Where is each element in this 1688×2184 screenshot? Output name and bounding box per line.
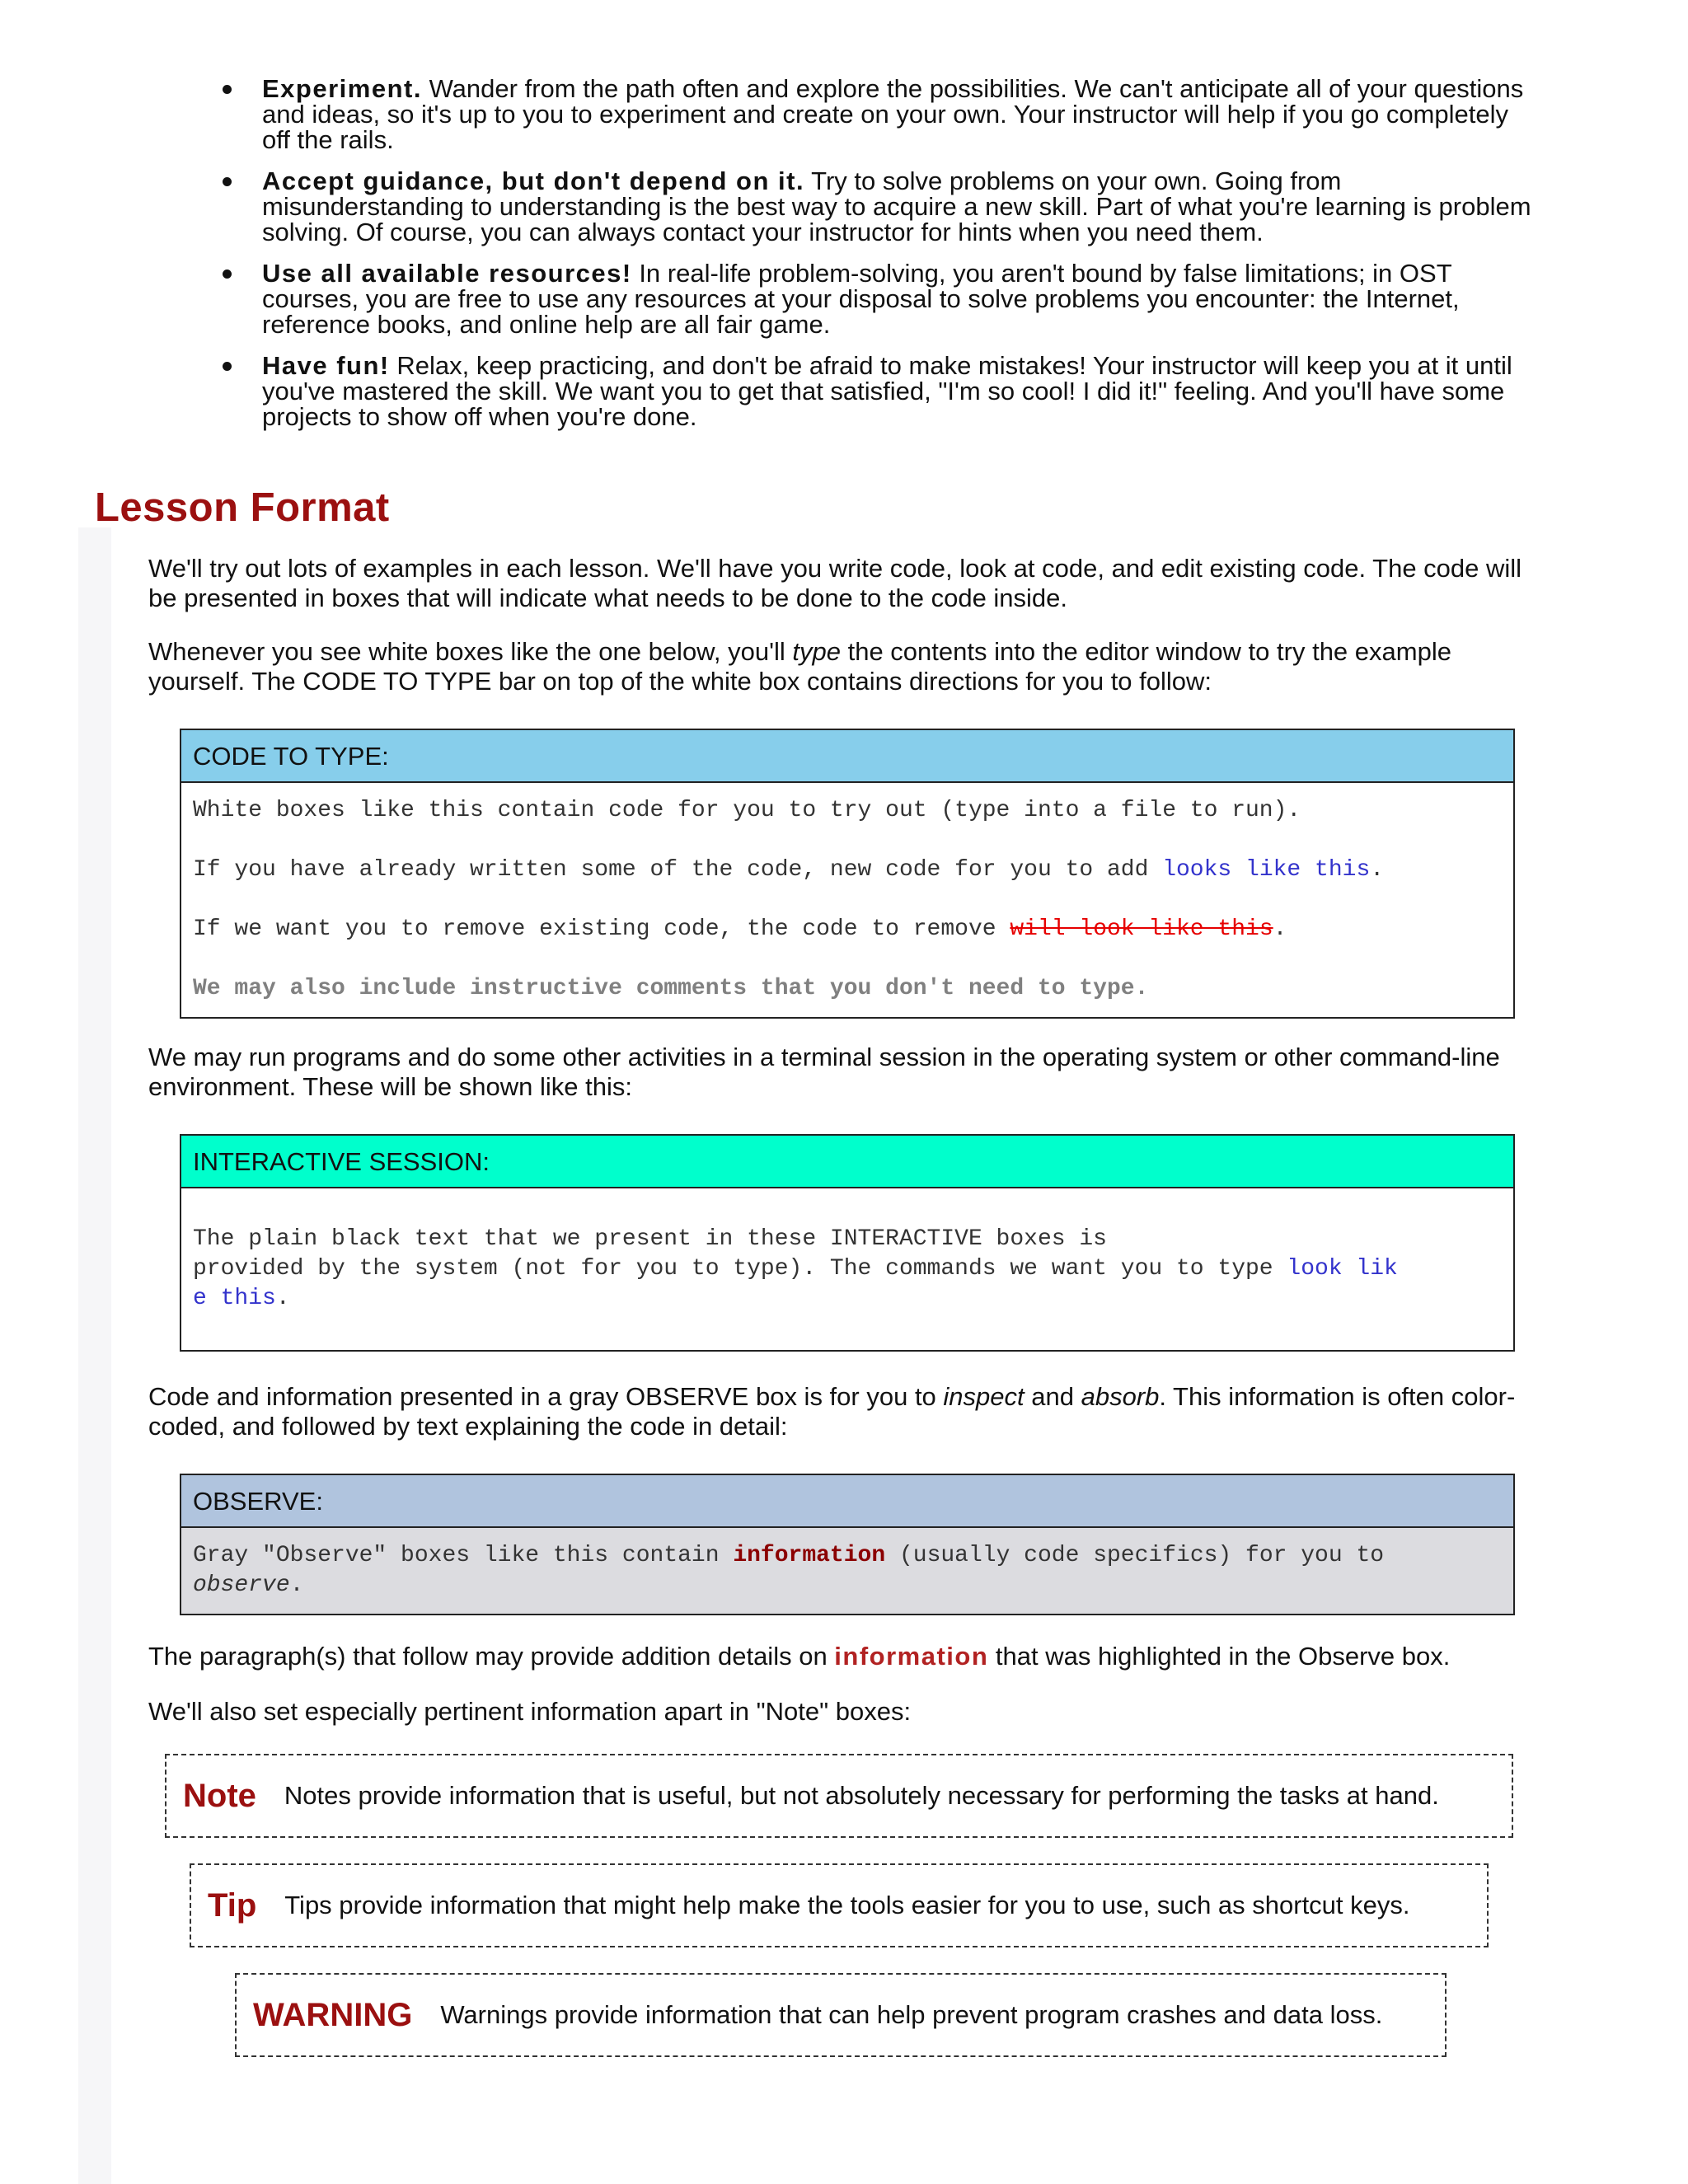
observe-line	[193, 1541, 1502, 1571]
paragraph-text: Code and information presented in a gray OBSERVE box is for you to	[148, 1382, 944, 1411]
warning-callout	[235, 1973, 1447, 2057]
code-added-text: looks like this	[1162, 857, 1371, 883]
note-label: Note	[183, 1777, 256, 1814]
observe-highlight: information	[733, 1543, 886, 1568]
bullet-lead: Experiment.	[262, 74, 422, 103]
code-line	[193, 855, 1502, 885]
paragraph-text: The paragraph(s) that follow may provide addition details on	[148, 1642, 835, 1671]
paragraph-highlight: information	[834, 1642, 989, 1671]
bullet-dot-icon	[223, 177, 232, 186]
interactive-session-bar: INTERACTIVE SESSION:	[181, 1136, 1513, 1188]
code-to-type-box	[180, 729, 1515, 1019]
session-text: .	[275, 1286, 290, 1311]
code-text: If you have already written some of the code, new code for you to add	[193, 857, 1163, 883]
paragraph-text: that was highlighted in the Observe box.	[988, 1642, 1451, 1671]
code-comment-line: We may also include instructive comments that you don't need to type.	[193, 976, 1149, 1001]
bullet-lead: Use all available resources!	[262, 259, 632, 288]
code-text: If we want you to remove existing code, the code to remove	[193, 916, 1010, 942]
paragraph-emphasis: absorb	[1081, 1382, 1160, 1411]
observe-body	[181, 1528, 1513, 1614]
session-text: provided by the system (not for you to type). The commands we want you to type	[193, 1256, 1287, 1282]
warning-text: Warnings provide information that can help prevent program crashes and data loss.	[440, 2000, 1383, 2029]
bullet-lead: Accept guidance, but don't depend on it.	[262, 166, 805, 195]
paragraph-text: and	[1024, 1382, 1081, 1411]
observe-text: Gray "Observe" boxes like this contain	[193, 1543, 734, 1568]
bullet-item-accept-guidance	[214, 168, 1541, 245]
paragraph-text: Whenever you see white boxes like the one below, you'll	[148, 637, 793, 666]
code-to-type-bar: CODE TO TYPE:	[181, 730, 1513, 783]
session-line	[193, 1254, 1502, 1284]
warning-label: WARNING	[253, 1996, 413, 2033]
observe-line	[193, 1571, 1502, 1601]
code-to-type-body	[181, 783, 1513, 1017]
observe-text: .	[289, 1572, 304, 1598]
bullet-text: Try to solve problems on your own. Going from misunderstanding to understanding is the best way to acquire a new skill. Part of what you're learning is problem solving. Of course, you can always contact your instructor for hints when you need them.	[262, 166, 1531, 246]
tips-bullet-list	[214, 76, 1541, 445]
observe-paragraph	[148, 1382, 1550, 1441]
section-title: Lesson Format	[95, 485, 390, 530]
observe-box	[180, 1474, 1515, 1615]
code-line	[193, 915, 1502, 944]
bullet-lead: Have fun!	[262, 351, 390, 380]
paragraph-text: . This information is often color-coded, and followed by text explaining the code in detail:	[148, 1382, 1516, 1441]
tip-label: Tip	[208, 1886, 257, 1924]
observe-bar: OBSERVE:	[181, 1475, 1513, 1528]
bullet-text: Wander from the path often and explore the possibilities. We can't anticipate all of your questions and ideas, so it's up to you to experiment and create on your own. Your instructor will help if you go completely off the rails.	[262, 74, 1524, 154]
bullet-text: In real-life problem-solving, you aren't bound by false limitations; in OST courses, you are free to use any resources at your disposal to solve problems you encounter: the Internet, reference books, and online help are all fair game.	[262, 259, 1460, 339]
code-text: .	[1273, 916, 1287, 942]
bullet-item-experiment	[214, 76, 1541, 152]
code-removed-text: will look like this	[1010, 916, 1273, 942]
paragraph-text: the contents into the editor window to try the example yourself. The CODE TO TYPE bar on top of the white box contains directions for you to follow:	[148, 637, 1451, 696]
tip-callout	[190, 1863, 1489, 1947]
interactive-session-box	[180, 1134, 1515, 1352]
bullet-text: Relax, keep practicing, and don't be afraid to make mistakes! Your instructor will keep you at it until you've mastered the skill. We want you to get that satisfied, "I'm so cool! I did it!" feeling. And you'll have some projects to show off when you're done.	[262, 351, 1512, 431]
tip-text: Tips provide information that might help make the tools easier for you to use, such as shortcut keys.	[284, 1891, 1410, 1919]
session-command-text: e this	[193, 1286, 276, 1311]
bullet-item-have-fun	[214, 353, 1541, 429]
session-line: The plain black text that we present in these INTERACTIVE boxes is	[193, 1226, 1107, 1252]
white-box-paragraph	[148, 637, 1550, 696]
session-command-text: look lik	[1287, 1256, 1398, 1282]
interactive-session-body	[181, 1188, 1513, 1350]
bullet-dot-icon	[223, 85, 232, 94]
followup-paragraph	[148, 1642, 1550, 1671]
code-line: White boxes like this contain code for you to try out (type into a file to run).	[193, 798, 1301, 823]
bullet-dot-icon	[223, 362, 232, 371]
paragraph-emphasis: inspect	[943, 1382, 1025, 1411]
note-text: Notes provide information that is useful, but not absolutely necessary for performing the tasks at hand.	[284, 1781, 1439, 1810]
session-line	[193, 1284, 1502, 1314]
intro-paragraph: We'll try out lots of examples in each lesson. We'll have you write code, look at code, and edit existing code. The code will be presented in boxes that will indicate what needs to be done to the code inside.	[148, 554, 1522, 612]
terminal-paragraph: We may run programs and do some other activities in a terminal session in the operating system or other command-line environment. These will be shown like this:	[148, 1043, 1500, 1101]
note-callout	[165, 1754, 1513, 1838]
note-intro-paragraph: We'll also set especially pertinent information apart in "Note" boxes:	[148, 1697, 912, 1726]
observe-text: (usually code specifics) for you to	[885, 1543, 1385, 1568]
observe-emphasis: observe	[193, 1572, 290, 1598]
bullet-item-use-resources	[214, 260, 1541, 337]
page-margin-band	[78, 527, 111, 2184]
code-text: .	[1370, 857, 1385, 883]
bullet-dot-icon	[223, 269, 232, 279]
paragraph-emphasis: type	[792, 637, 841, 666]
